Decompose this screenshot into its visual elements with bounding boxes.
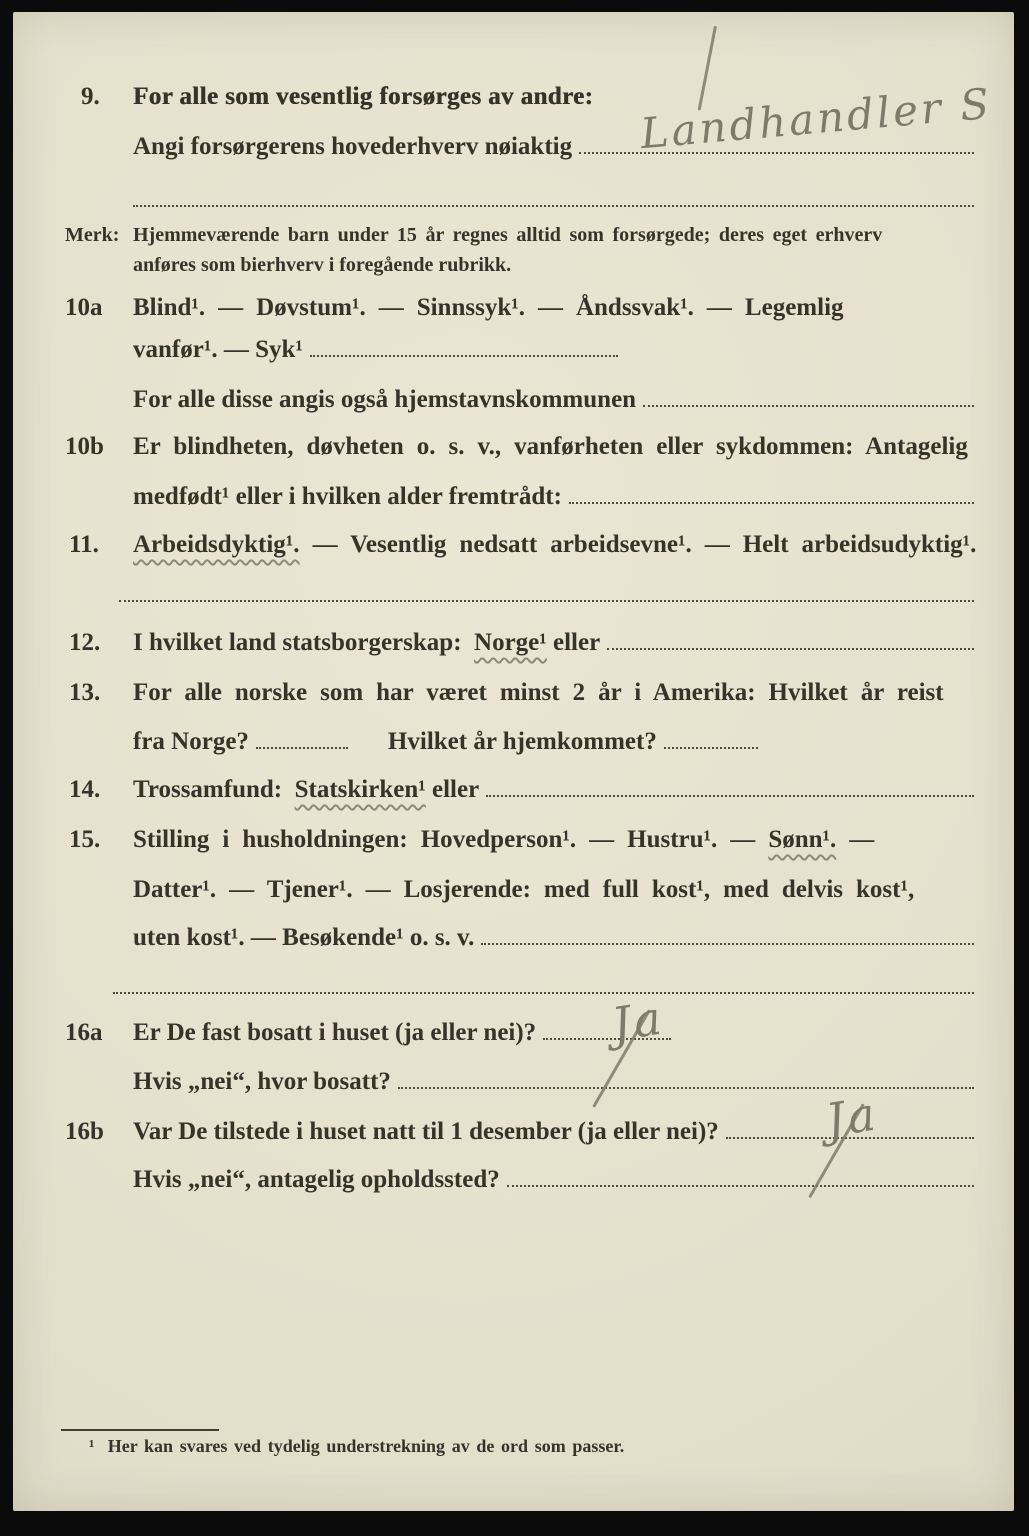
- question-number-14: 14.: [69, 776, 101, 803]
- q13-line2b-text: Hvilket år hjemkommet?: [387, 728, 657, 755]
- scanned-form-page: [13, 12, 1014, 1511]
- dotted-answer-line: [607, 647, 974, 650]
- dotted-divider: [119, 600, 974, 602]
- question-number-13: 13.: [69, 679, 101, 706]
- dotted-answer-line: [579, 151, 974, 154]
- q10a-line2: [133, 335, 974, 365]
- q16a-line1-text: Er De fast bosatt i huset (ja eller nei)?: [133, 1019, 537, 1046]
- q10a-line1: [133, 293, 974, 323]
- question-number-9: 9.: [81, 83, 100, 110]
- merk-line1-text: Hjemmeværende barn under 15 år regnes alltid som forsørgede; deres eget erhverv: [133, 224, 883, 246]
- q14-pre-text: Trossamfund:: [133, 776, 295, 803]
- q12-line1: [133, 628, 974, 658]
- dotted-divider: [113, 992, 974, 994]
- q15-line2-text: Datter¹. — Tjener¹. — Losjerende: med full kost¹, med delvis kost¹,: [133, 876, 915, 903]
- q15-line2: [133, 875, 974, 905]
- question-number-12: 12.: [69, 629, 101, 656]
- merk-line1: [133, 222, 974, 248]
- q16b-line2-text: Hvis „nei“, antagelig opholdssted?: [133, 1166, 500, 1193]
- q10a-line2-text: vanfør¹. — Syk¹: [133, 336, 303, 363]
- q16b-line1-text: Var De tilstede i huset natt til 1 desember (ja eller nei)?: [133, 1118, 719, 1145]
- dotted-answer-line: [256, 746, 348, 749]
- handwritten-answer-16b: Ja: [822, 1086, 882, 1148]
- question-number-16b: 16b: [65, 1118, 104, 1145]
- q15-line3: [133, 923, 974, 953]
- merk-line2: [133, 252, 974, 278]
- q15-line1-pre-text: Stilling i husholdningen: Hovedperson¹. — Hustru¹. —: [133, 826, 769, 853]
- pencil-underlined-word: Arbeidsdyktig¹.: [133, 531, 300, 558]
- pencil-underlined-word: Statskirken¹: [294, 776, 426, 803]
- question-number-11: 11.: [69, 531, 99, 558]
- dotted-answer-line: [481, 942, 974, 945]
- q10a-line3-text: For alle disse angis også hjemstavnskommunen: [133, 386, 637, 413]
- q12-pre-text: I hvilket land statsborgerskap:: [133, 629, 475, 656]
- q10b-line1-text: Er blindheten, døvheten o. s. v., vanførheten eller sykdommen: Antagelig: [133, 433, 968, 460]
- q14-line1: [133, 775, 974, 805]
- q16b-line2: [133, 1165, 974, 1195]
- q10b-line1: [133, 432, 974, 462]
- dotted-answer-line: [507, 1184, 974, 1187]
- dotted-answer-line: [643, 404, 974, 407]
- handwritten-answer-16a: Ja: [608, 990, 668, 1052]
- footnote-rule: [61, 1429, 219, 1431]
- pencil-underlined-word: Sønn¹.: [768, 826, 837, 853]
- q10a-line1-text: Blind¹. — Døvstum¹. — Sinnssyk¹. — Åndssvak¹. — Legemlig: [133, 294, 844, 321]
- dotted-answer-line: [569, 501, 974, 504]
- q12-rest-text: eller: [546, 629, 601, 656]
- q9-line2-text: Angi forsørgerens hovederhverv nøiaktig: [133, 133, 573, 160]
- q10b-line2-text: medfødt¹ eller i hvilken alder fremtrådt:: [133, 483, 562, 510]
- q15-line1: [133, 825, 974, 855]
- dotted-answer-line: [310, 354, 618, 357]
- q16a-line2-text: Hvis „nei“, hvor bosatt?: [133, 1068, 391, 1095]
- pencil-underlined-word: Norge¹: [474, 629, 547, 656]
- merk-line2-text: anføres som bierhverv i foregående rubrikk.: [133, 254, 512, 276]
- footnote-text: ¹ Her kan svares ved tydelig understrekning av de ord som passer.: [89, 1436, 625, 1456]
- handwritten-occupation-answer: Landhandler S: [638, 78, 994, 159]
- dotted-answer-line: [664, 746, 758, 749]
- q10b-line2: [133, 482, 974, 512]
- question-number-10a: 10a: [65, 294, 103, 321]
- dotted-answer-line: [486, 794, 974, 797]
- q13-line1-text: For alle norske som har været minst 2 år i Amerika: Hvilket år reist: [133, 679, 944, 706]
- q13-line2a-text: fra Norge?: [133, 728, 249, 755]
- q11-line1: [133, 530, 977, 560]
- q9-line1-text: For alle som vesentlig forsørges av andre:: [133, 83, 594, 110]
- q13-line2: [133, 727, 974, 757]
- question-number-16a: 16a: [65, 1019, 103, 1046]
- q16a-line1: [133, 1018, 974, 1048]
- merk-label: Merk:: [65, 224, 120, 246]
- q13-line1: [133, 678, 974, 708]
- dotted-divider: [133, 205, 974, 207]
- question-number-15: 15.: [69, 826, 101, 853]
- q14-rest-text: eller: [425, 776, 480, 803]
- question-number-10b: 10b: [65, 433, 104, 460]
- dotted-answer-line: [398, 1086, 974, 1089]
- q11-line1-text: — Vesentlig nedsatt arbeidsevne¹. — Helt arbeidsudyktig¹.: [299, 531, 977, 558]
- q10a-line3: [133, 385, 974, 415]
- q15-line1-rest-text: —: [836, 826, 875, 853]
- q15-line3-text: uten kost¹. — Besøkende¹ o. s. v.: [133, 924, 475, 951]
